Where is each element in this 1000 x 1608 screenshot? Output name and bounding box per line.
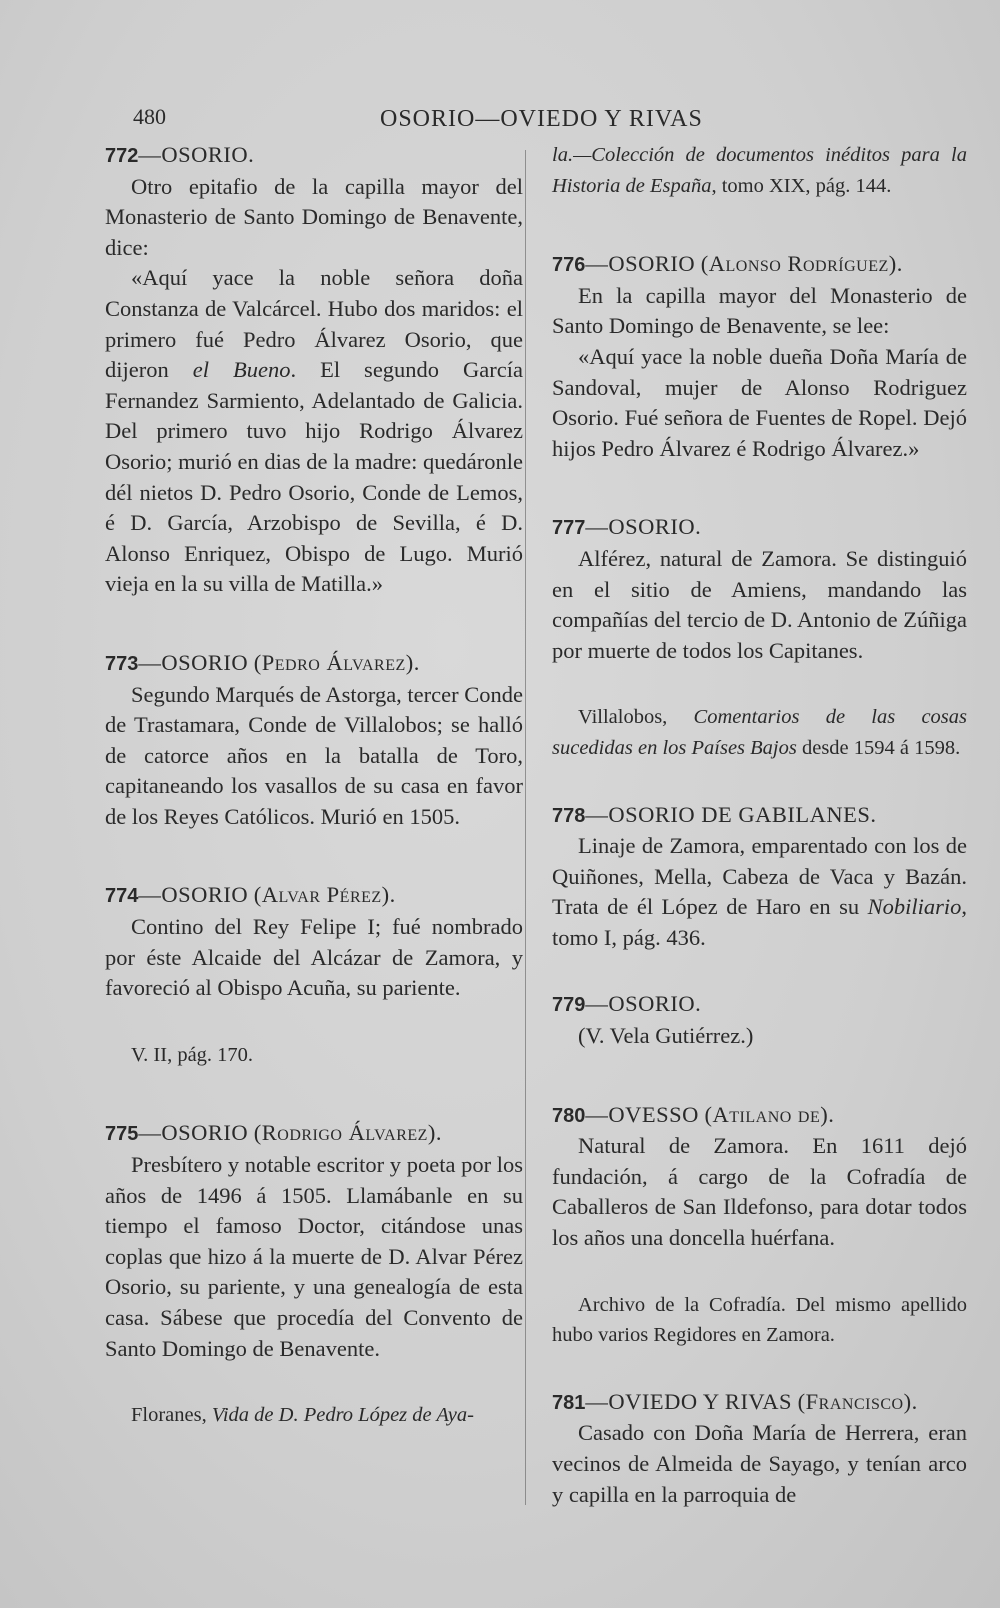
source-continuation <box>552 140 967 201</box>
entry-source <box>105 1400 523 1431</box>
entry-heading <box>552 989 967 1021</box>
entry-text: Natural de Zamora. En 1611 dejó fundación, á cargo de la Cofradía de Caballeros de San Ildefonso, para dotar todos los años una doncella huérfana. <box>552 1133 967 1251</box>
entry-title: —OSORIO <box>138 649 249 675</box>
entry-778 <box>552 800 967 954</box>
entry-779 <box>552 989 967 1051</box>
running-head: OSORIO—OVIEDO Y RIVAS <box>380 106 703 132</box>
entry-text: Presbítero y notable escritor y poeta por los años de 1496 á 1505. Llamábanle en su tiempo el famoso Doctor, citándose unas coplas que hizo á la muerte de D. Alvar Pérez Osorio, su pariente, y una genealogía de esta casa. Sábese que procedía del Convento de Santo Domingo de Benavente. <box>105 1152 523 1361</box>
entry-subtitle: (Atilano de). <box>704 1101 835 1127</box>
entry-source <box>552 702 967 763</box>
page-number: 480 <box>133 104 166 129</box>
entry-text: Casado con Doña María de Herrera, eran vecinos de Almeida de Sayago, y tenían arco y capilla en la parroquia de <box>552 1420 967 1507</box>
entry-text-part: Linaje de Zamora, emparentado con los de Quiñones, Mella, Cabeza de Vaca y Bazán. Trata de él López de Haro en su <box>552 833 967 920</box>
entry-text <box>552 831 967 953</box>
entry-number: 775 <box>105 1123 139 1146</box>
page-header <box>0 98 1000 138</box>
entry-heading <box>105 1118 523 1150</box>
entry-subtitle: (Alvar Pérez). <box>253 882 396 908</box>
entry-772 <box>105 140 523 600</box>
entry-title: —OSORIO <box>138 882 249 908</box>
entry-heading <box>552 512 967 544</box>
entry-subtitle: (Pedro Álvarez). <box>253 649 420 675</box>
entry-subtitle: (Alonso Rodríguez). <box>700 251 903 277</box>
entry-subtitle: (Francisco). <box>797 1388 918 1414</box>
entry-text: Alférez, natural de Zamora. Se distinguió en el sitio de Amiens, mandando las compañías del tercio de D. Antonio de Zúñiga por muerte de todos los Capitanes. <box>552 545 967 663</box>
entry-heading <box>552 800 967 832</box>
entry-heading <box>552 1387 967 1419</box>
entry-source: Archivo de la Cofradía. Del mismo apellido hubo varios Regidores en Zamora. <box>552 1293 967 1347</box>
entry-number: 773 <box>105 652 139 675</box>
entry-title: —OVIEDO Y RIVAS <box>585 1388 793 1414</box>
entry-subtitle: (Rodrigo Álvarez). <box>253 1120 443 1146</box>
entry-780 <box>552 1100 967 1351</box>
entry-775 <box>105 1118 523 1430</box>
source-detail: desde 1594 á 1598. <box>796 736 961 759</box>
source-title: Vida de D. Pedro López de Aya- <box>211 1404 474 1427</box>
entry-title: —OSORIO. <box>138 142 255 167</box>
epitaph-quote <box>105 263 523 600</box>
entry-heading <box>105 140 523 172</box>
entry-title: —OSORIO. <box>585 991 702 1017</box>
entry-773 <box>105 648 523 833</box>
entry-number: 777 <box>552 517 586 540</box>
entry-number: 781 <box>552 1391 586 1414</box>
quote-text: . El segundo García Fernandez Sarmiento, Adelantado de Galicia. Del primero tuvo hijo Rodrigo Álvarez Osorio; murió en dias de la madre: quedáronle dél nietos D. Pedro Osorio, Conde de Lemos, é D. García, Arzobispo de Sevilla, é D. Alonso Enriquez, Obispo de Lugo. Murió vieja en la su villa de Matilla.» <box>105 357 523 597</box>
source-author: Villalobos, <box>578 706 694 729</box>
entry-number: 772 <box>105 145 139 167</box>
entry-774 <box>105 880 523 1070</box>
quote-text: «Aquí yace la noble señora doña Constanza de Valcárcel. Hubo dos maridos: el primero fué Pedro Álvarez Osorio, que dijeron <box>105 265 523 383</box>
quote-italic: el Bueno <box>192 357 291 383</box>
entry-title: —OSORIO <box>585 251 696 277</box>
entry-text: Segundo Marqués de Astorga, tercer Conde de Trastamara, Conde de Villalobos; se halló de catorce años en la batalla de Toro, capitaneando los vasallos de su casa en favor de los Reyes Católicos. Murió en 1505. <box>105 681 523 829</box>
entry-number: 774 <box>105 885 139 908</box>
entry-heading <box>552 249 967 281</box>
entry-text: En la capilla mayor del Monasterio de Santo Domingo de Benavente, se lee: <box>552 282 967 339</box>
entry-title: —OSORIO DE GABILANES. <box>585 801 877 827</box>
entry-title: —OSORIO <box>138 1120 249 1146</box>
entry-777 <box>552 512 967 763</box>
left-column <box>105 140 523 1431</box>
work-title: Nobiliario <box>867 894 962 920</box>
source-title: Comentarios de las cosas sucedidas en los Países Bajos <box>552 706 967 759</box>
source-title: la.—Colección de documentos inéditos para la Historia de España <box>552 144 967 197</box>
entry-text: Otro epitafio de la capilla mayor del Monasterio de Santo Domingo de Benavente, dice: <box>105 173 523 260</box>
entry-text-part: , tomo I, pág. 436. <box>552 894 967 950</box>
entry-title: —OVESSO <box>585 1101 699 1127</box>
entry-heading <box>105 880 523 912</box>
entry-number: 779 <box>552 994 586 1017</box>
entry-776 <box>552 249 967 464</box>
source-detail: , tomo XIX, pág. 144. <box>711 174 892 197</box>
entry-source: V. II, pág. 170. <box>131 1043 254 1066</box>
entry-number: 776 <box>552 254 586 277</box>
entry-heading <box>105 648 523 680</box>
epitaph-quote: «Aquí yace la noble dueña Doña María de Sandoval, mujer de Alonso Rodriguez Osorio. Fué señora de Fuentes de Ropel. Dejó hijos Pedro Álvarez é Rodrigo Álvarez.» <box>552 343 967 461</box>
column-divider <box>525 150 526 1505</box>
entry-text: Contino del Rey Felipe I; fué nombrado por éste Alcaide del Alcázar de Zamora, y favoreció al Obispo Acuña, su pariente. <box>105 914 523 1001</box>
entry-text: (V. Vela Gutiérrez.) <box>578 1023 754 1049</box>
entry-title: —OSORIO. <box>585 514 702 540</box>
right-column <box>552 140 967 1510</box>
entry-781 <box>552 1387 967 1510</box>
entry-heading <box>552 1100 967 1132</box>
entry-number: 778 <box>552 804 586 827</box>
source-author: Floranes, <box>131 1404 212 1427</box>
entry-number: 780 <box>552 1104 586 1127</box>
